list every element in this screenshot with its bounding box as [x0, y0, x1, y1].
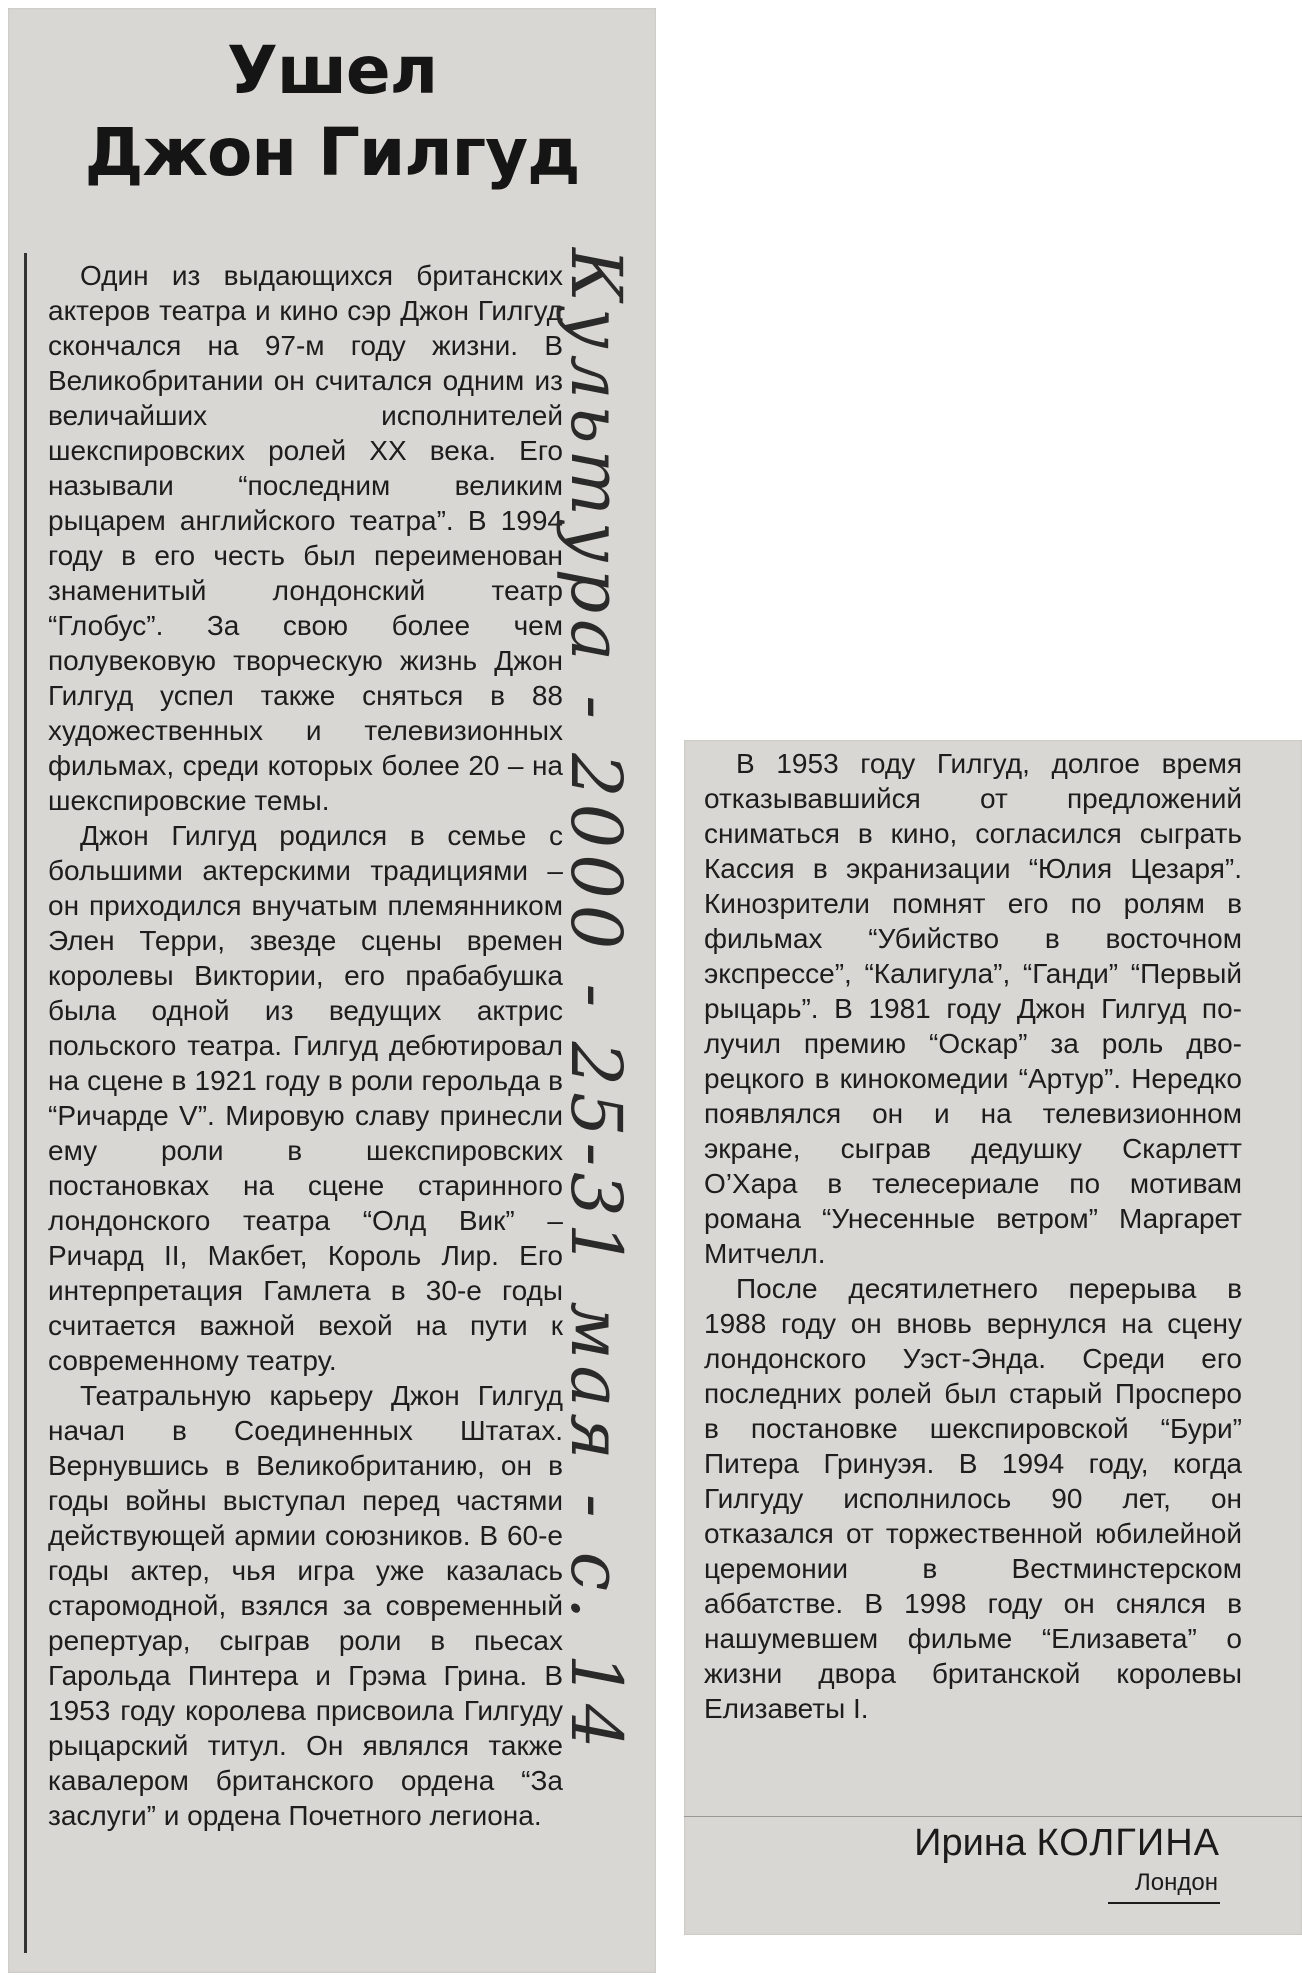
- dateline-city: Лондон: [1135, 1869, 1218, 1896]
- paragraph: После десятилетнего перерыва в 1988 году он вновь вернулся на сцену лондонского Уэст-Энда. Среди его последних ролей был старый Просперо в постановке шекспировской “Бури” Питера Гринуэя. В 1994 году, когда Гилгуду исполнилось 90 лет, он отказался от торжественной юбилейной церемонии в Вестминстерском аббатстве. В 1998 году он снялся в нашумевшем фильме “Елизавета” о жизни двора британской королевы Елизаветы I.: [704, 1273, 1242, 1724]
- article-clipping-right: [684, 740, 1302, 1935]
- column-rule: [24, 253, 27, 1953]
- paragraph: Один из выдающихся британских актеров театра и кино сэр Джон Гилгуд скончался на 97-м году жизни. В Великобритании он считался одним из величайших исполнителей шекспировских ролей XX века. Его называли “последним великим рыцарем английского театра”. В 1994 году в его честь был переименован знаменитый лондонский театр “Глобус”. За свою более чем полувековую творческую жизнь Джон Гилгуд успел также сняться в 88 художественных и телевизионных фильмах, среди которых более 20 – на шекспировские темы.: [48, 260, 563, 816]
- headline-line-2: Джон Гилгуд: [84, 114, 580, 191]
- headline-line-1: Ушел: [226, 32, 438, 109]
- handwritten-source-note: Культура - 2000 - 25-31 мая - с. 14: [555, 248, 637, 1755]
- author-byline: [914, 1818, 1220, 1868]
- handwritten-annotation: [556, 248, 636, 1948]
- signature-divider: [684, 1816, 1302, 1817]
- city-underline: [1108, 1902, 1220, 1904]
- article-headline: [8, 30, 656, 194]
- left-column-text: [48, 258, 563, 1833]
- right-column-text: [704, 746, 1242, 1726]
- paragraph: Джон Гилгуд родился в семье с большими актерскими традициями – он приходился внучатым племянником Элен Терри, звезде сцены времен королевы Виктории, его прабабушка была одной из ведущих актрис польского театра. Гилгуд дебютировал на сцене в 1921 году в роли герольда в “Ричарде V”. Мировую славу принесли ему роли в шекспировских постановках на сцене старинного лондонского театра “Олд Вик” – Ричард II, Макбет, Король Лир. Его интерпретация Гамлета в 30-е годы считается важной вехой на пути к современному театру.: [48, 820, 563, 1376]
- paragraph: В 1953 году Гилгуд, долгое время отказывавшийся от предложений сниматься в кино, согласился сыграть Кассия в экранизации “Юлия Цезаря”. Кинозрители помнят его по ролям в фильмах “Убийство в восточном экспрессе”, “Калигула”, “Ганди” “Первый рыцарь”. В 1981 году Джон Гилгуд получил премию “Оскар” за роль дворецкого в кинокомедии “Артур”. Нередко появлялся он и на телевизионном экране, сыграв дедушку Скарлетт О’Хара в телесериале по мотивам романа “Унесенные ветром” Маргарет Митчелл.: [704, 748, 1242, 1269]
- paragraph: Театральную карьеру Джон Гилгуд начал в Соединенных Штатах. Вернувшись в Великобританию, он в годы войны выступал перед частями действующей армии союзников. В 60-е годы актер, чья игра уже казалась старомодной, взялся за современный репертуар, сыграв роли в пьесах Гарольда Пинтера и Грэма Грина. В 1953 году королева присвоила Гилгуду рыцарский титул. Он являлся также кавалером британского ордена “За заслуги” и ордена Почетного легиона.: [48, 1380, 563, 1831]
- author-last-name: КОЛГИНА: [1036, 1822, 1220, 1864]
- article-clipping-left: [8, 8, 656, 1973]
- author-first-name: Ирина: [914, 1822, 1026, 1864]
